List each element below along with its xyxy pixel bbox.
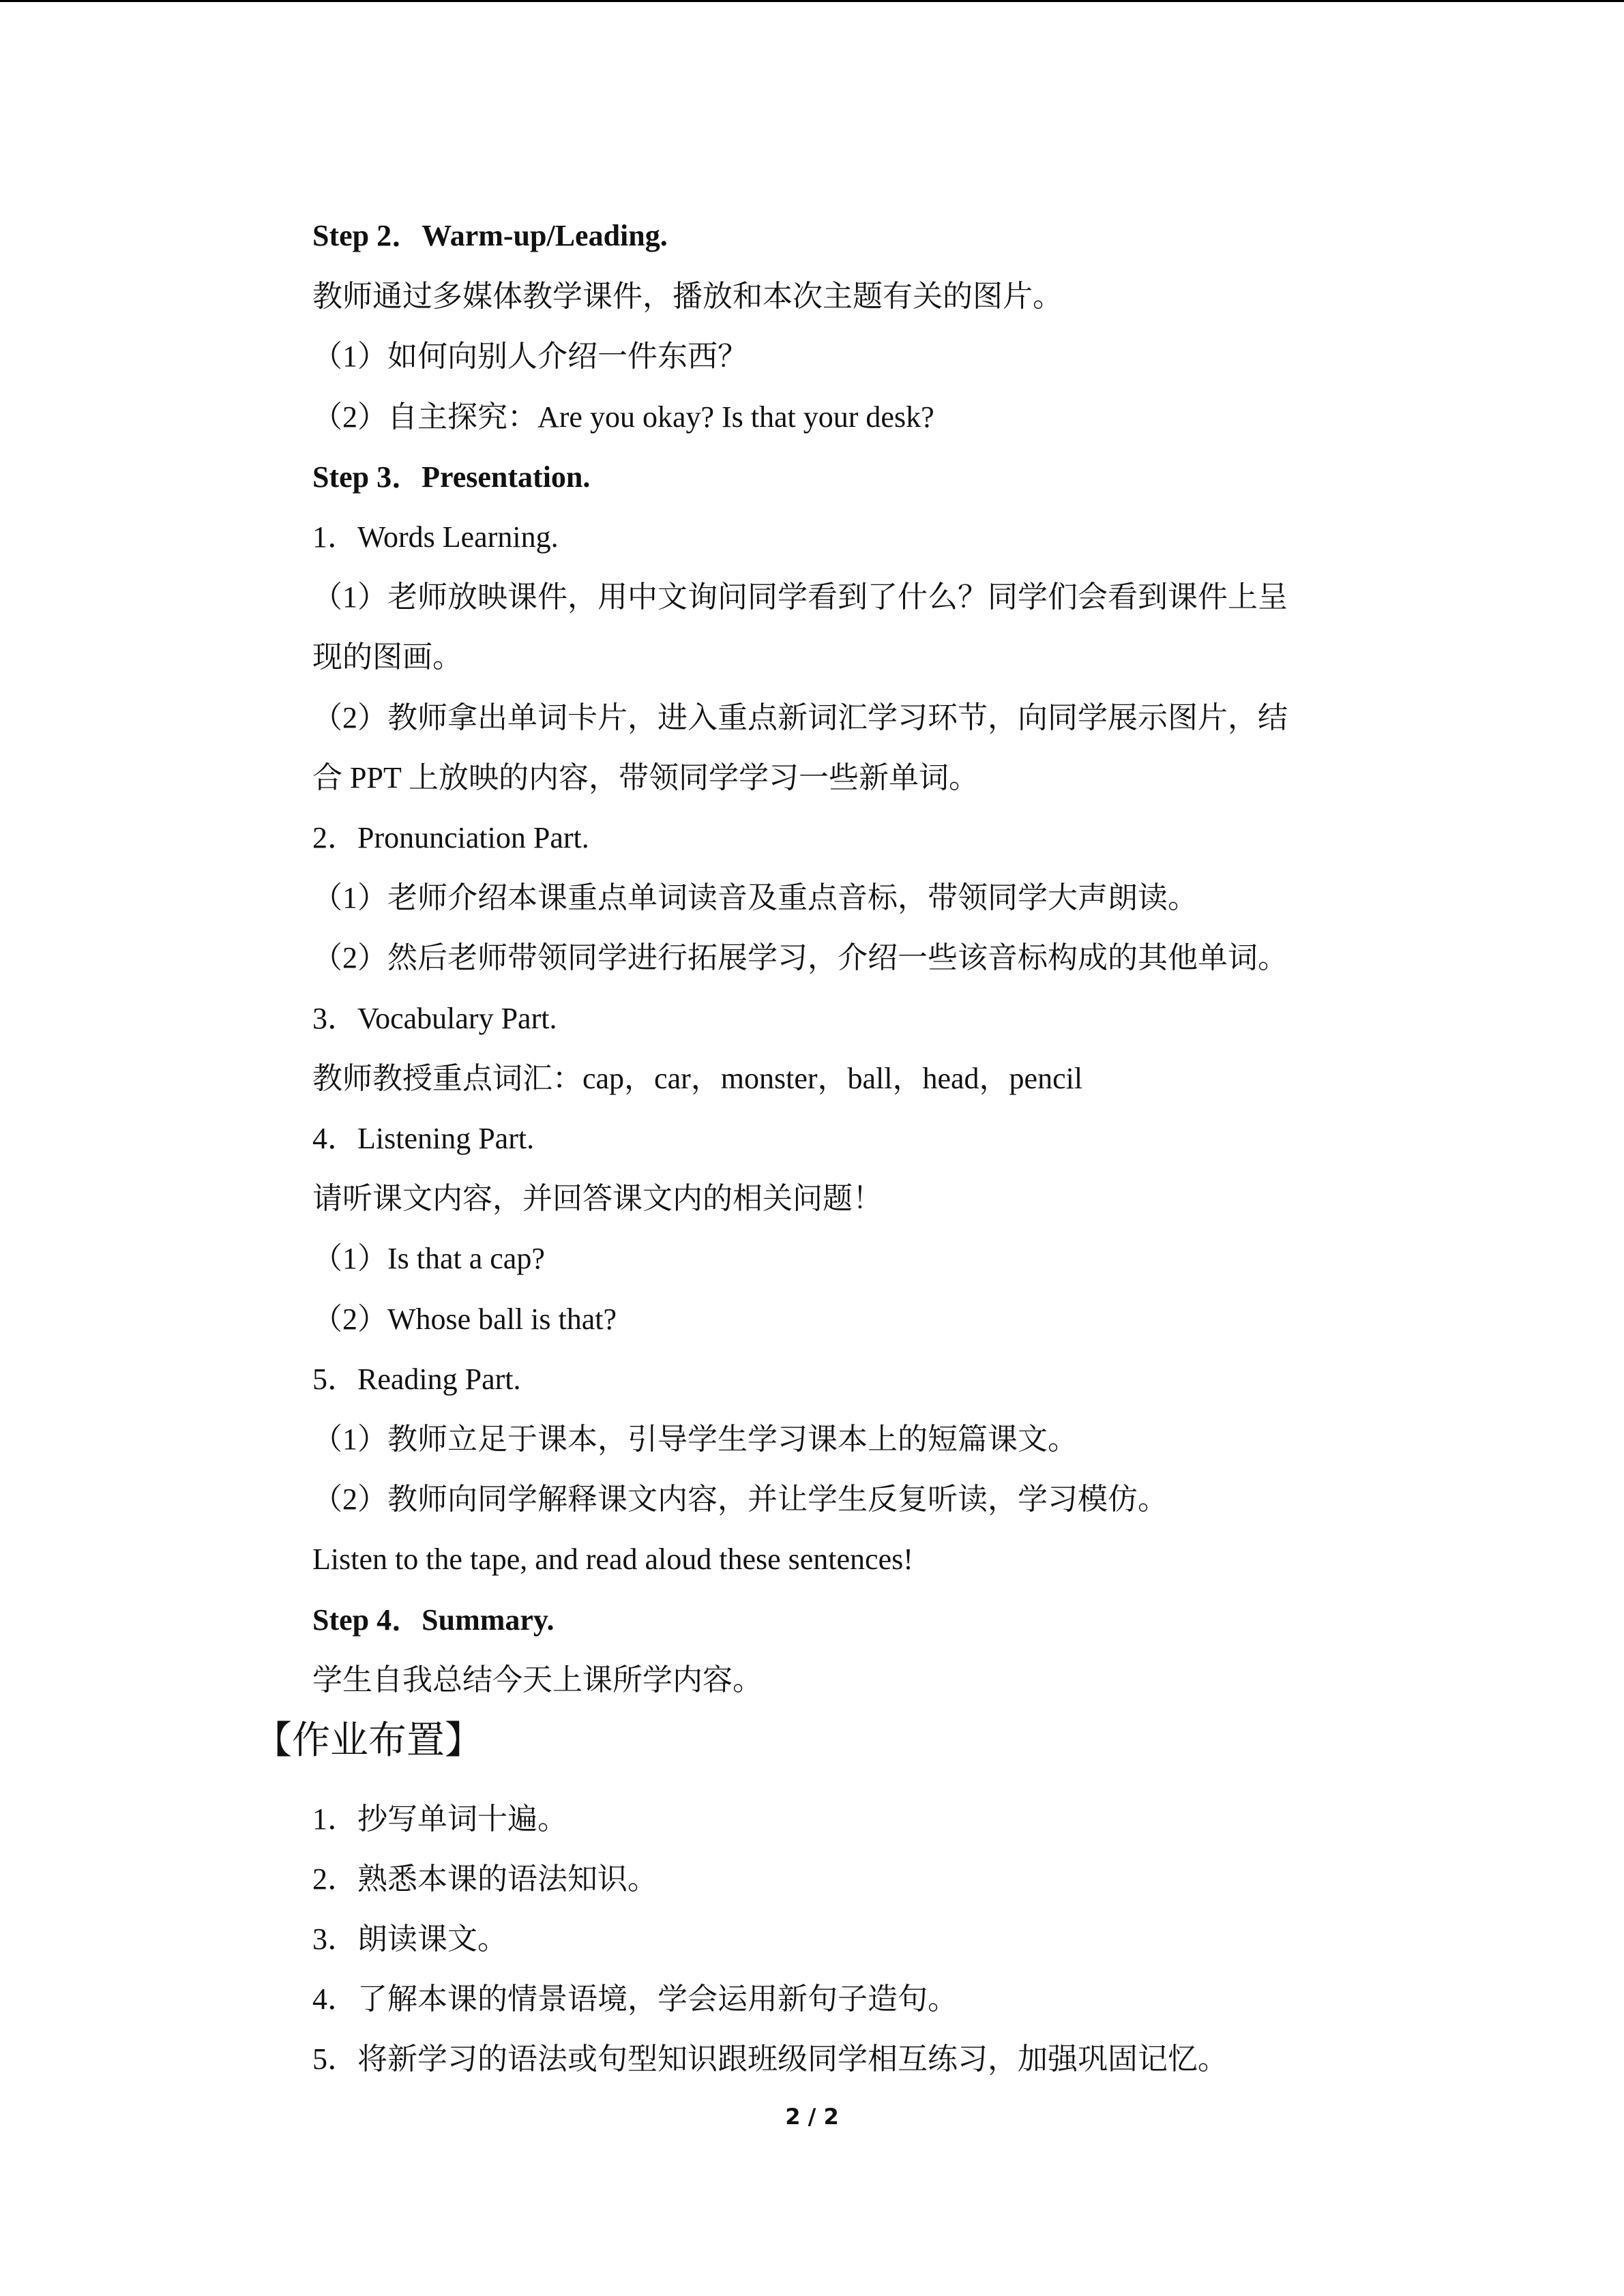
body-line: （2）自主探究：Are you okay? Is that your desk? <box>312 400 934 434</box>
body-line: Listen to the tape, and read aloud these sentences! <box>312 1542 913 1576</box>
body-line: 5．Reading Part. <box>312 1362 521 1396</box>
body-line: （1）老师介绍本课重点单词读音及重点音标，带领同学大声朗读。 <box>312 881 1198 914</box>
body-line: （1）老师放映课件，用中文询问同学看到了什么？同学们会看到课件上呈 <box>312 580 1288 614</box>
body-line: 教师通过多媒体教学课件，播放和本次主题有关的图片。 <box>312 280 1063 313</box>
body-line: （1）Is that a cap? <box>312 1242 545 1275</box>
body-line: 1．Words Learning. <box>312 520 559 554</box>
body-line: 2．Pronunciation Part. <box>312 821 589 854</box>
body-line: （1）如何向别人介绍一件东西？ <box>312 340 748 373</box>
homework-item: 2．熟悉本课的语法知识。 <box>312 1862 658 1896</box>
step4-heading: Step 4．Summary. <box>312 1603 555 1637</box>
body-line: （2）然后老师带领同学进行拓展学习，介绍一些该音标构成的其他单词。 <box>312 941 1288 974</box>
body-line: （2）教师向同学解释课文内容，并让学生反复听读，学习模仿。 <box>312 1482 1168 1516</box>
body-line: （2）Whose ball is that? <box>312 1302 617 1336</box>
body-line: 合 PPT 上放映的内容，带领同学学习一些新单词。 <box>312 761 979 794</box>
body-line: （2）教师拿出单词卡片，进入重点新词汇学习环节，向同学展示图片，结 <box>312 701 1288 734</box>
page-number: 2 / 2 <box>785 2104 839 2130</box>
homework-heading: 【作业布置】 <box>254 1718 483 1763</box>
body-line: 请听课文内容，并回答课文内的相关问题！ <box>312 1182 883 1215</box>
homework-item: 3．朗读课文。 <box>312 1922 507 1956</box>
homework-item: 1．抄写单词十遍。 <box>312 1802 567 1836</box>
body-line: 学生自我总结今天上课所学内容。 <box>312 1663 763 1697</box>
step3-heading: Step 3．Presentation. <box>312 460 591 494</box>
homework-item: 5．将新学习的语法或句型知识跟班级同学相互练习，加强巩固记忆。 <box>312 2042 1228 2076</box>
body-line: 3．Vocabulary Part. <box>312 1002 557 1035</box>
step2-heading: Step 2．Warm-up/Leading. <box>312 219 668 252</box>
body-line: 4．Listening Part. <box>312 1122 535 1155</box>
body-line: 教师教授重点词汇：cap，car，monster，ball，head，pencil <box>312 1062 1083 1095</box>
homework-item: 4．了解本课的情景语境，学会运用新句子造句。 <box>312 1982 958 2016</box>
body-line: 现的图画。 <box>312 640 462 674</box>
body-line: （1）教师立足于课本，引导学生学习课本上的短篇课文。 <box>312 1422 1078 1456</box>
